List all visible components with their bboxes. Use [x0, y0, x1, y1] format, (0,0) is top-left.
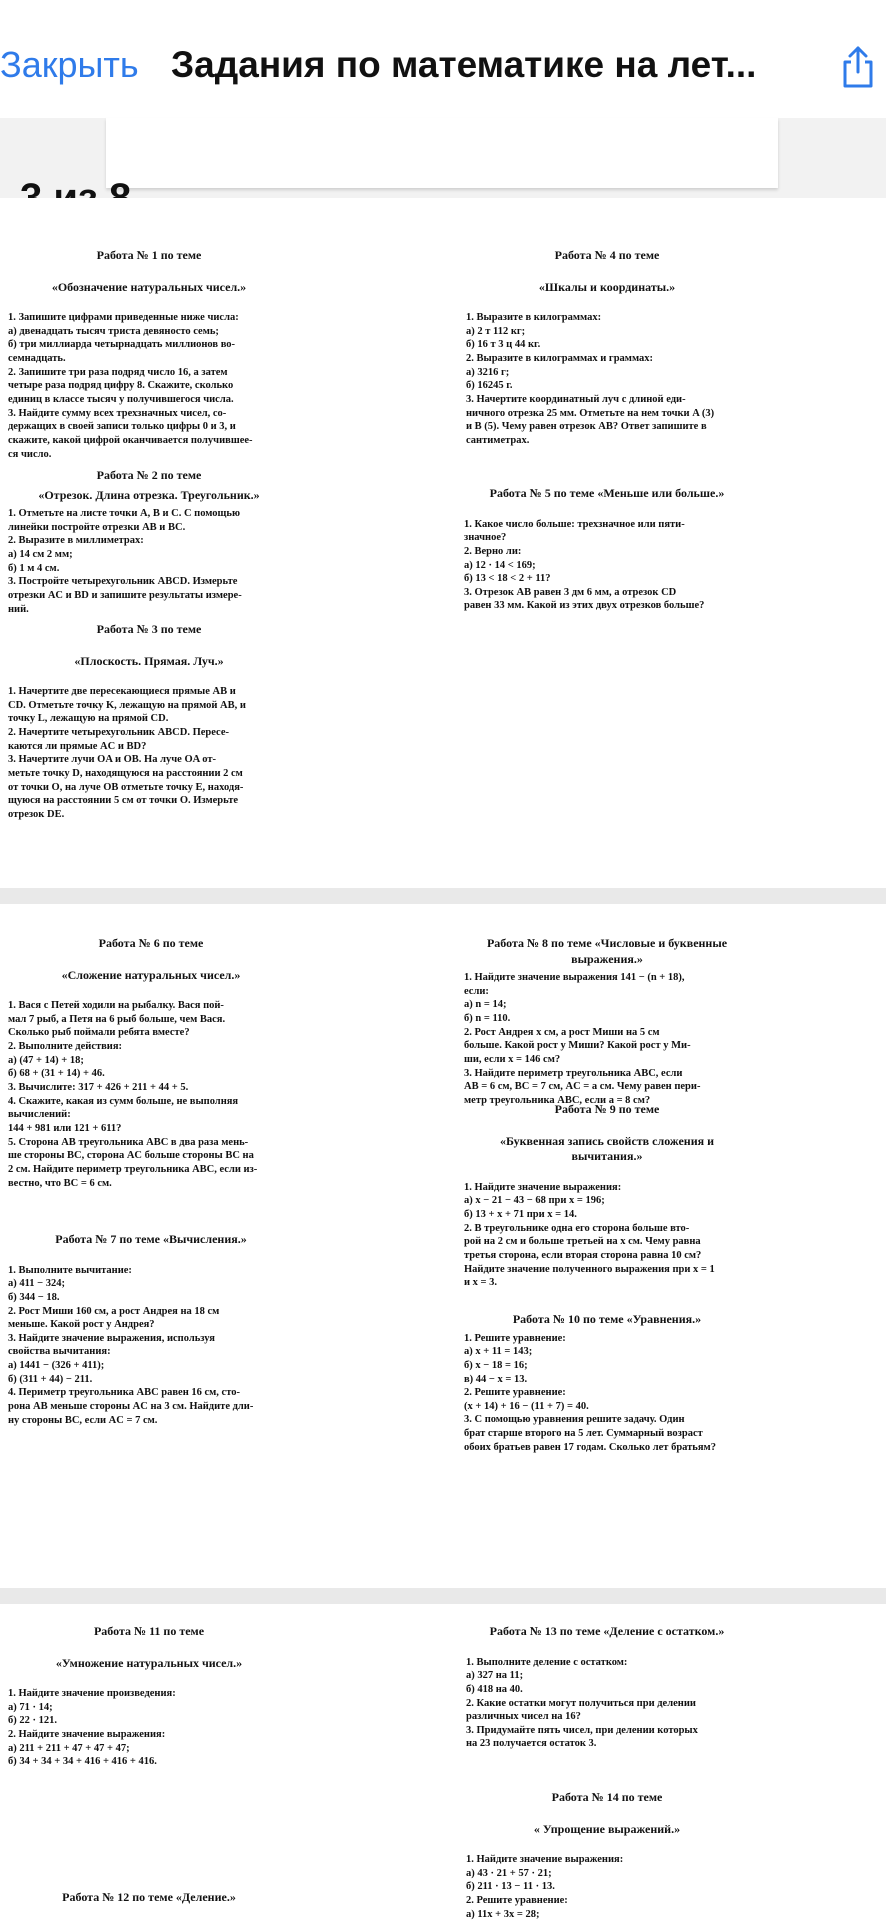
task-line: 2. Выполните действия: [8, 1041, 123, 1053]
close-button[interactable]: Закрыть [0, 44, 139, 85]
work-heading: Работа № 2 по теме [96, 468, 202, 482]
task-line: а) 327 на 11; [466, 1670, 524, 1682]
work-heading: Работа № 13 по теме «Деление с остатком.» [489, 1624, 725, 1638]
task-line: а) 43 · 21 + 57 · 21; [466, 1867, 552, 1879]
task-line: 3. Вычислите: 317 + 426 + 211 + 44 + 5. [8, 1082, 189, 1094]
task-line: 2. Начертите четырехугольник ABCD. Пересе- каются ли прямые AC и BD? [8, 727, 229, 752]
task-line: а) 71 · 14; [8, 1701, 53, 1713]
task-line: 3. Найдите значение выражения, используя свойства вычитания: [8, 1332, 215, 1358]
task-line: 3. Начертите лучи OA и OB. На луче OA от- метьте точку D, находящуюся на расстоянии 2 см от точки O, на луче OB отметьте точку E, находя- щуюся на расстоянии 5 см от точки O. Измерьте отрезок DE. [8, 754, 244, 820]
task-line: а) (47 + 14) + 18; [8, 1054, 84, 1066]
share-icon[interactable] [838, 44, 878, 90]
task-line: б) три миллиарда четырнадцать миллионов во- семнадцать. [8, 339, 236, 365]
task-line: 4. Скажите, какая из сумм больше, не выполняя вычислений: [8, 1095, 239, 1121]
work-block [464, 1312, 750, 1454]
task-line: 1. Начертите две пересекающиеся прямые AB и CD. Отметьте точку K, лежащую на прямой AB, и точку L, лежащую на прямой CD. [8, 686, 246, 725]
task-line: 1. Найдите значение произведения: [8, 1688, 176, 1700]
task-line: 1. Запишите цифрами приведенные ниже числа: [8, 312, 239, 324]
document-title: Задания по математике на лет... [171, 44, 757, 85]
task-line: а) 3216 г; [466, 366, 510, 378]
work-topic: «Обозначение натуральных чисел.» [51, 279, 247, 294]
task-line: 2. Рост Миши 160 см, а рост Андрея на 18 см меньше. Какой рост у Андрея? [8, 1305, 220, 1331]
work-block [466, 1624, 748, 1751]
task-line: 1. Выполните деление с остатком: [466, 1656, 628, 1668]
document-page [0, 1604, 886, 1920]
task-line: б) x − 18 = 16; [464, 1359, 528, 1371]
task-line: 1. Найдите значение выражения: [464, 1181, 622, 1193]
task-line: б) 344 − 18. [8, 1291, 60, 1303]
task-line: б) 68 + (31 + 14) + 46. [8, 1068, 105, 1080]
task-line: б) n = 110. [464, 1013, 511, 1025]
task-line: 3. Найдите периметр треугольника ABC, если AB = 6 см, BC = 7 см, AC = a см. Чему равен пери- метр треугольника ABC, если a = 8 см? [464, 1067, 701, 1106]
task-line: 3. Отрезок AB равен 3 дм 6 мм, а отрезок CD равен 33 мм. Какой из этих двух отрезков больше? [464, 586, 705, 612]
work-heading: Работа № 1 по теме [96, 248, 202, 262]
task-line: 4. Периметр треугольника ABC равен 16 см, сто- рона AB меньше стороны AC на 3 см. Найдите дли- ну стороны BC, если AC = 7 см. [8, 1387, 254, 1426]
work-heading: Работа № 12 по теме «Деление.» [62, 1890, 236, 1904]
work-block [464, 486, 750, 613]
work-topic: «Умножение натуральных чисел.» [55, 1655, 243, 1670]
top-bar [0, 0, 886, 119]
work-block [8, 468, 290, 616]
work-topic: «Сложение натуральных чисел.» [61, 967, 241, 982]
work-heading: Работа № 3 по теме [96, 622, 202, 636]
task-line: 2. Запишите три раза подряд число 16, а затем четыре раза подряд цифру 8. Скажите, сколько единиц в классе тысяч у получившегося числа. [8, 366, 234, 406]
work-block [8, 1890, 290, 1910]
task-line: б) 16245 г. [466, 380, 513, 392]
work-topic: « Упрощение выражений.» [533, 1821, 681, 1836]
task-line: 2. Рост Андрея x см, а рост Миши на 5 см больше. Какой рост у Миши? Какой рост у Ми- ши, если x = 146 см? [464, 1026, 691, 1066]
task-line: 3. Начертите координатный луч с длиной еди- ничного отрезка 25 мм. Отметьте на нем точки A (3) и B (5). Чему равен отрезок AB? Ответ запишите в сантиметрах. [466, 394, 715, 446]
task-line: 3. С помощью уравнения решите задачу. Один брат старше второго на 5 лет. Суммарный возраст обоих братьев равен 17 годам. Сколько лет братьям? [464, 1414, 716, 1453]
task-line: а) 14 см 2 мм; [8, 549, 73, 561]
task-line: б) 13 < 18 < 2 + 11? [464, 573, 551, 585]
task-line: 144 + 981 или 121 + 611? [8, 1122, 122, 1134]
task-line: б) 418 на 40. [466, 1683, 523, 1695]
task-line: а) двенадцать тысяч триста девяносто семь; [8, 325, 219, 337]
work-block [464, 1102, 750, 1290]
work-block [466, 248, 748, 448]
work-block [8, 1232, 294, 1427]
task-line: 1. Выразите в килограммах: [466, 312, 602, 324]
work-topic: «Отрезок. Длина отрезка. Треугольник.» [38, 487, 260, 502]
work-block [8, 622, 290, 822]
task-line: а) 211 + 211 + 47 + 47 + 47; [8, 1742, 130, 1754]
work-heading: Работа № 7 по теме «Вычисления.» [55, 1232, 247, 1246]
work-block [464, 936, 750, 1108]
task-line: б) 34 + 34 + 34 + 416 + 416 + 416. [8, 1756, 157, 1768]
task-line: 2. Верно ли: [464, 545, 522, 557]
task-line: а) x + 11 = 143; [464, 1346, 533, 1358]
task-line: 5. Сторона AB треугольника ABC в два раза мень- ше стороны BC, сторона AC больше стороны BC на 2 см. Найдите периметр треугольника ABC, если из- вестно, что BC = 6 см. [8, 1136, 258, 1189]
task-line: б) 22 · 121. [8, 1715, 57, 1727]
task-line: а) n = 14; [464, 999, 507, 1011]
task-line: б) 1 м 4 см. [8, 562, 60, 574]
page-separator [0, 888, 886, 904]
work-heading: Работа № 14 по теме [551, 1790, 663, 1804]
task-line: б) 16 т 3 ц 44 кг. [466, 339, 541, 351]
work-heading: Работа № 5 по теме «Меньше или больше.» [489, 486, 725, 500]
task-line: 2. Выразите в миллиметрах: [8, 535, 144, 547]
work-heading: Работа № 11 по теме [93, 1624, 205, 1638]
task-line: 1. Решите уравнение: [464, 1332, 566, 1344]
task-line: 1. Выполните вычитание: [8, 1264, 132, 1276]
task-line: а) x − 21 − 43 − 68 при x = 196; [464, 1195, 605, 1207]
work-topic: «Буквенная запись свойств сложения и вычитания.» [499, 1133, 718, 1164]
work-block [8, 936, 294, 1190]
document-page [0, 198, 886, 888]
task-line: 1. Какое число больше: трехзначное или пяти- значное? [464, 518, 685, 544]
task-line: б) 211 · 13 − 11 · 13. [466, 1881, 555, 1893]
work-block [8, 1624, 290, 1769]
document-page [0, 904, 886, 1588]
task-line: б) 13 + x + 71 при x = 14. [464, 1209, 577, 1221]
task-line: 3. Придумайте пять чисел, при делении которых на 23 получается остаток 3. [466, 1724, 698, 1750]
task-line: 1. Найдите значение выражения 141 − (n + 18), если: [464, 972, 685, 997]
task-line: 2. Выразите в килограммах и граммах: [466, 353, 654, 365]
task-line: а) 11x + 3x = 28; [466, 1908, 540, 1920]
task-line: 1. Найдите значение выражения: [466, 1854, 624, 1866]
task-line: б) (311 + 44) − 211. [8, 1373, 93, 1385]
task-line: 2. Решите уравнение: [464, 1387, 566, 1399]
work-topic: «Шкалы и координаты.» [538, 279, 676, 294]
work-heading: Работа № 8 по теме «Числовые и буквенные выражения.» [486, 936, 731, 966]
work-block [466, 1790, 748, 1921]
task-line: а) 12 · 14 < 169; [464, 559, 536, 571]
task-line: 2. Решите уравнение: [466, 1895, 568, 1907]
task-line: 1. Вася с Петей ходили на рыбалку. Вася пой- мал 7 рыб, а Петя на 6 рыб больше, чем Вася. Сколько рыб поймали ребята вместе? [8, 1000, 226, 1039]
task-line: 3. Найдите сумму всех трехзначных чисел, со- держащих в своей записи только цифры 0 и 3, и скажите, какой цифрой оканчивается получившее- ся число. [8, 407, 253, 460]
task-line: 2. В треугольнике одна его сторона больше вто- рой на 2 см и больше третьей на x см. Чему равна третья сторона, если вторая сторона равна 10 см? Найдите значение полученного выражения при x = 1 и x = 3. [464, 1222, 715, 1289]
work-topic: «Плоскость. Прямая. Луч.» [74, 653, 224, 668]
work-heading: Работа № 9 по теме [554, 1102, 660, 1116]
task-line: 2. Найдите значение выражения: [8, 1729, 166, 1741]
previous-page-edge [106, 118, 778, 188]
task-line: а) 1441 − (326 + 411); [8, 1360, 105, 1372]
task-line: а) 411 − 324; [8, 1278, 66, 1290]
work-heading: Работа № 10 по теме «Уравнения.» [512, 1312, 702, 1326]
work-block [8, 248, 290, 461]
task-line: 1. Отметьте на листе точки A, B и C. С помощью линейки постройте отрезки AB и BC. [8, 508, 240, 533]
task-line: в) 44 − x = 13. [464, 1373, 528, 1385]
task-line: 2. Какие остатки могут получиться при делении различных чисел на 16? [466, 1697, 696, 1723]
task-line: (x + 14) + 16 − (11 + 7) = 40. [464, 1400, 589, 1412]
task-line: 3. Постройте четырехугольник ABCD. Измерьте отрезки AC и BD и запишите результаты измере- ний. [8, 576, 242, 615]
work-heading: Работа № 6 по теме [98, 936, 204, 950]
page-separator [0, 1588, 886, 1604]
work-heading: Работа № 4 по теме [554, 248, 660, 262]
task-line: а) 2 т 112 кг; [466, 325, 526, 337]
